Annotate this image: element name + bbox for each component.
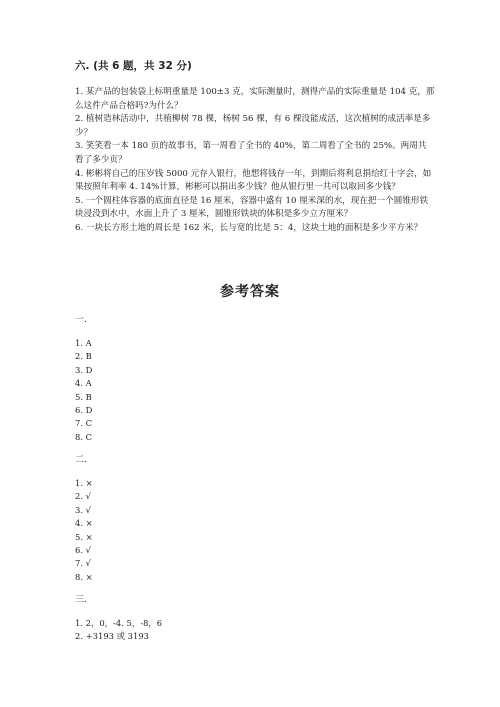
- problem-1: 1. 某产品的包装袋上标明重量是 100±3 克，实际测量时，测得产品的实际重量是 104 克，那么这件产品合格吗?为什么？: [75, 87, 435, 111]
- problem-5: 5. 一个圆柱体容器的底面直径是 16 厘米，容器中盛有 10 厘米深的水，现在把一个圆锥形铁块浸没到水中，水面上升了 3 厘米，圆锥形铁块的体积是多少立方厘米？: [75, 195, 429, 220]
- problem-list: [75, 86, 435, 236]
- answer-item: 5. ×: [75, 531, 93, 542]
- answer-item: 4. A: [75, 378, 92, 389]
- problem-6: 6. 一块长方形土地的周长是 162 米，长与宽的比是 5：4，这块土地的面积是多少平方米？: [75, 222, 423, 233]
- answer-part-two-list: [75, 477, 93, 584]
- answer-item: 8. C: [75, 431, 93, 442]
- problem-4: 4. 彬彬将自己的压岁钱 5000 元存入银行，他想将钱存一年，到期后将利息捐给红十字会，如果按照年利率 4. 14%计算，彬彬可以捐出多少钱？他从银行里一共可以取回多少钱？: [75, 168, 432, 193]
- answer-part-one-list: [75, 337, 92, 444]
- problem-3: 3. 笑笑看一本 180 页的故事书，第一周看了全书的 40%，第二周看了全书的 25%。两周共看了多少页？: [75, 141, 427, 165]
- answer-item: 1. 2，0，-4. 5，-8，6: [75, 618, 163, 628]
- answer-item: 2. +3193 或 3193: [75, 631, 149, 642]
- answer-item: 1. ×: [75, 478, 93, 488]
- answer-item: 6. √: [75, 545, 91, 556]
- answer-item: 3. D: [75, 364, 93, 375]
- answer-part-three-heading: 三.: [75, 595, 87, 605]
- answer-key-title: 参考答案: [220, 284, 280, 300]
- problem-2: 2. 植树造林活动中，共植柳树 78 棵，杨树 56 棵，有 6 棵没能成活，这次植树的成活率是多少？: [75, 114, 431, 138]
- answer-item: 7. C: [75, 418, 93, 429]
- answer-item: 6. D: [75, 405, 93, 416]
- answer-part-three-list: [75, 617, 162, 644]
- answer-item: 2. √: [75, 491, 91, 502]
- section-six-heading: 六. (共 6 题，共 32 分): [75, 60, 192, 72]
- answer-item: 3. √: [75, 504, 91, 515]
- answer-item: 7. √: [75, 558, 91, 569]
- answer-item: 8. ×: [75, 571, 93, 582]
- answer-item: 1. A: [75, 338, 92, 348]
- answer-part-one-heading: 一.: [75, 315, 87, 325]
- answer-item: 2. B: [75, 351, 92, 362]
- answer-item: 5. B: [75, 391, 92, 402]
- answer-item: 4. ×: [75, 518, 93, 529]
- answer-part-two-heading: 二.: [75, 455, 87, 465]
